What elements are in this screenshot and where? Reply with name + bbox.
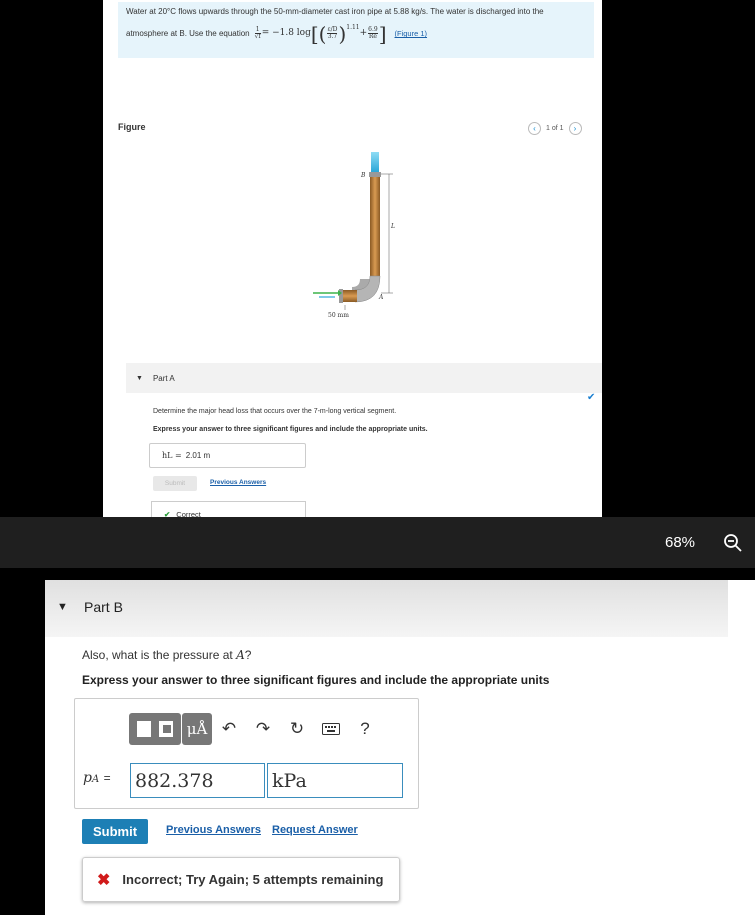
part-a-status: Correct (176, 510, 201, 517)
keyboard-icon[interactable] (314, 713, 348, 745)
part-b-title: Part B (84, 599, 123, 615)
checkmark-icon: ✔ (587, 392, 596, 403)
zoom-out-icon[interactable] (723, 533, 743, 553)
chevron-right-icon[interactable]: › (569, 122, 582, 135)
undo-icon[interactable]: ↶ (221, 719, 237, 738)
incorrect-feedback (82, 857, 400, 902)
eq-inner-num: ε/D (327, 26, 338, 34)
units-button[interactable]: μÅ (182, 713, 212, 745)
eq-re-den: Re (368, 33, 377, 41)
answer-editor (74, 698, 419, 809)
vertical-pipe (370, 177, 380, 279)
templates-icon[interactable] (129, 713, 181, 745)
feedback-text: Incorrect; Try Again; 5 attempts remaining (122, 872, 384, 887)
zoomed-document (103, 0, 602, 517)
problem-line-1: Water at 20°C flows upwards through the 50-mm-diameter cast iron pipe at 5.88 kg/s. The water is discharged into the (126, 7, 544, 16)
water-outflow (371, 152, 379, 172)
part-a-title: Part A (152, 373, 175, 383)
pipe-figure (311, 150, 421, 325)
figure-link[interactable]: (Figure 1) (394, 29, 428, 39)
figure-pager (528, 122, 582, 135)
eq-lhs-den: √f (254, 33, 261, 41)
eq-exponent: 1.11 (346, 24, 360, 31)
question-variable: A (236, 648, 245, 662)
caret-down-icon: ▼ (136, 374, 143, 382)
label-diameter: 50 mm (328, 312, 349, 319)
redo-icon[interactable]: ↷ (255, 719, 271, 738)
label-a: A (379, 294, 384, 301)
label-b: B (361, 172, 366, 179)
part-b-panel (45, 580, 755, 915)
part-a-answer-value: 2.01 m (185, 451, 211, 460)
previous-answers-link[interactable]: Previous Answers (166, 824, 261, 836)
check-icon: ✔ (164, 510, 171, 517)
eq-plus: + (359, 28, 368, 39)
part-b-question: Also, what is the pressure at A? (82, 648, 252, 662)
eq-re-num: 6.9 (368, 26, 378, 34)
part-a-instruction: Express your answer to three significant figures and include the appropriate units. (153, 426, 428, 433)
problem-statement (118, 2, 594, 58)
pipe-flange-left (339, 289, 343, 303)
pager-text: 1 of 1 (546, 125, 564, 132)
part-a-question: Determine the major head loss that occurs over the 7-m-long vertical segment. (153, 408, 397, 415)
chevron-left-icon[interactable]: ‹ (528, 122, 541, 135)
reset-icon[interactable]: ↻ (289, 719, 305, 738)
part-a-previous-answers-link[interactable]: Previous Answers (210, 479, 267, 486)
part-a-header[interactable] (126, 363, 602, 393)
unit-input[interactable]: kPa (267, 763, 403, 798)
part-b-instruction: Express your answer to three significant figures and include the appropriate units (82, 673, 550, 687)
part-a-correct-feedback (151, 501, 306, 517)
colebrook-equation: $\frac{1}{√f}$ = −1.8 log [( $\frac{\varepsilon/D}{3.7}$ ) 1.11 + $\frac{6.9}{Re}$ ] (254, 21, 387, 46)
figure-heading: Figure (118, 122, 146, 132)
editor-toolbar (129, 713, 382, 745)
problem-line-2-prefix: atmosphere at B. Use the equation (126, 28, 250, 38)
label-l: L (391, 223, 395, 230)
value-input[interactable]: 882.378 (130, 763, 265, 798)
part-b-header[interactable] (45, 580, 728, 637)
eq-lhs-num: 1 (255, 26, 260, 34)
caret-down-icon[interactable]: ▼ (57, 601, 68, 613)
horizontal-pipe (341, 290, 357, 302)
zoom-bar (0, 517, 755, 568)
part-a-answer-label: hL = (162, 451, 182, 460)
problem-line-2 (126, 21, 586, 46)
zoom-level: 68% (665, 534, 696, 551)
eq-inner-den: 3.7 (327, 33, 338, 41)
submit-button[interactable]: Submit (82, 819, 148, 844)
pipe-flange-top (369, 172, 381, 177)
error-x-icon: ✖ (97, 871, 111, 889)
eq-rhs: = −1.8 log (261, 28, 311, 39)
part-a-submit-button[interactable]: Submit (153, 476, 197, 491)
request-answer-link[interactable]: Request Answer (272, 824, 358, 836)
pressure-label: pA = (83, 770, 111, 786)
help-button[interactable]: ? (360, 719, 370, 738)
part-a-answer-box (149, 443, 306, 468)
